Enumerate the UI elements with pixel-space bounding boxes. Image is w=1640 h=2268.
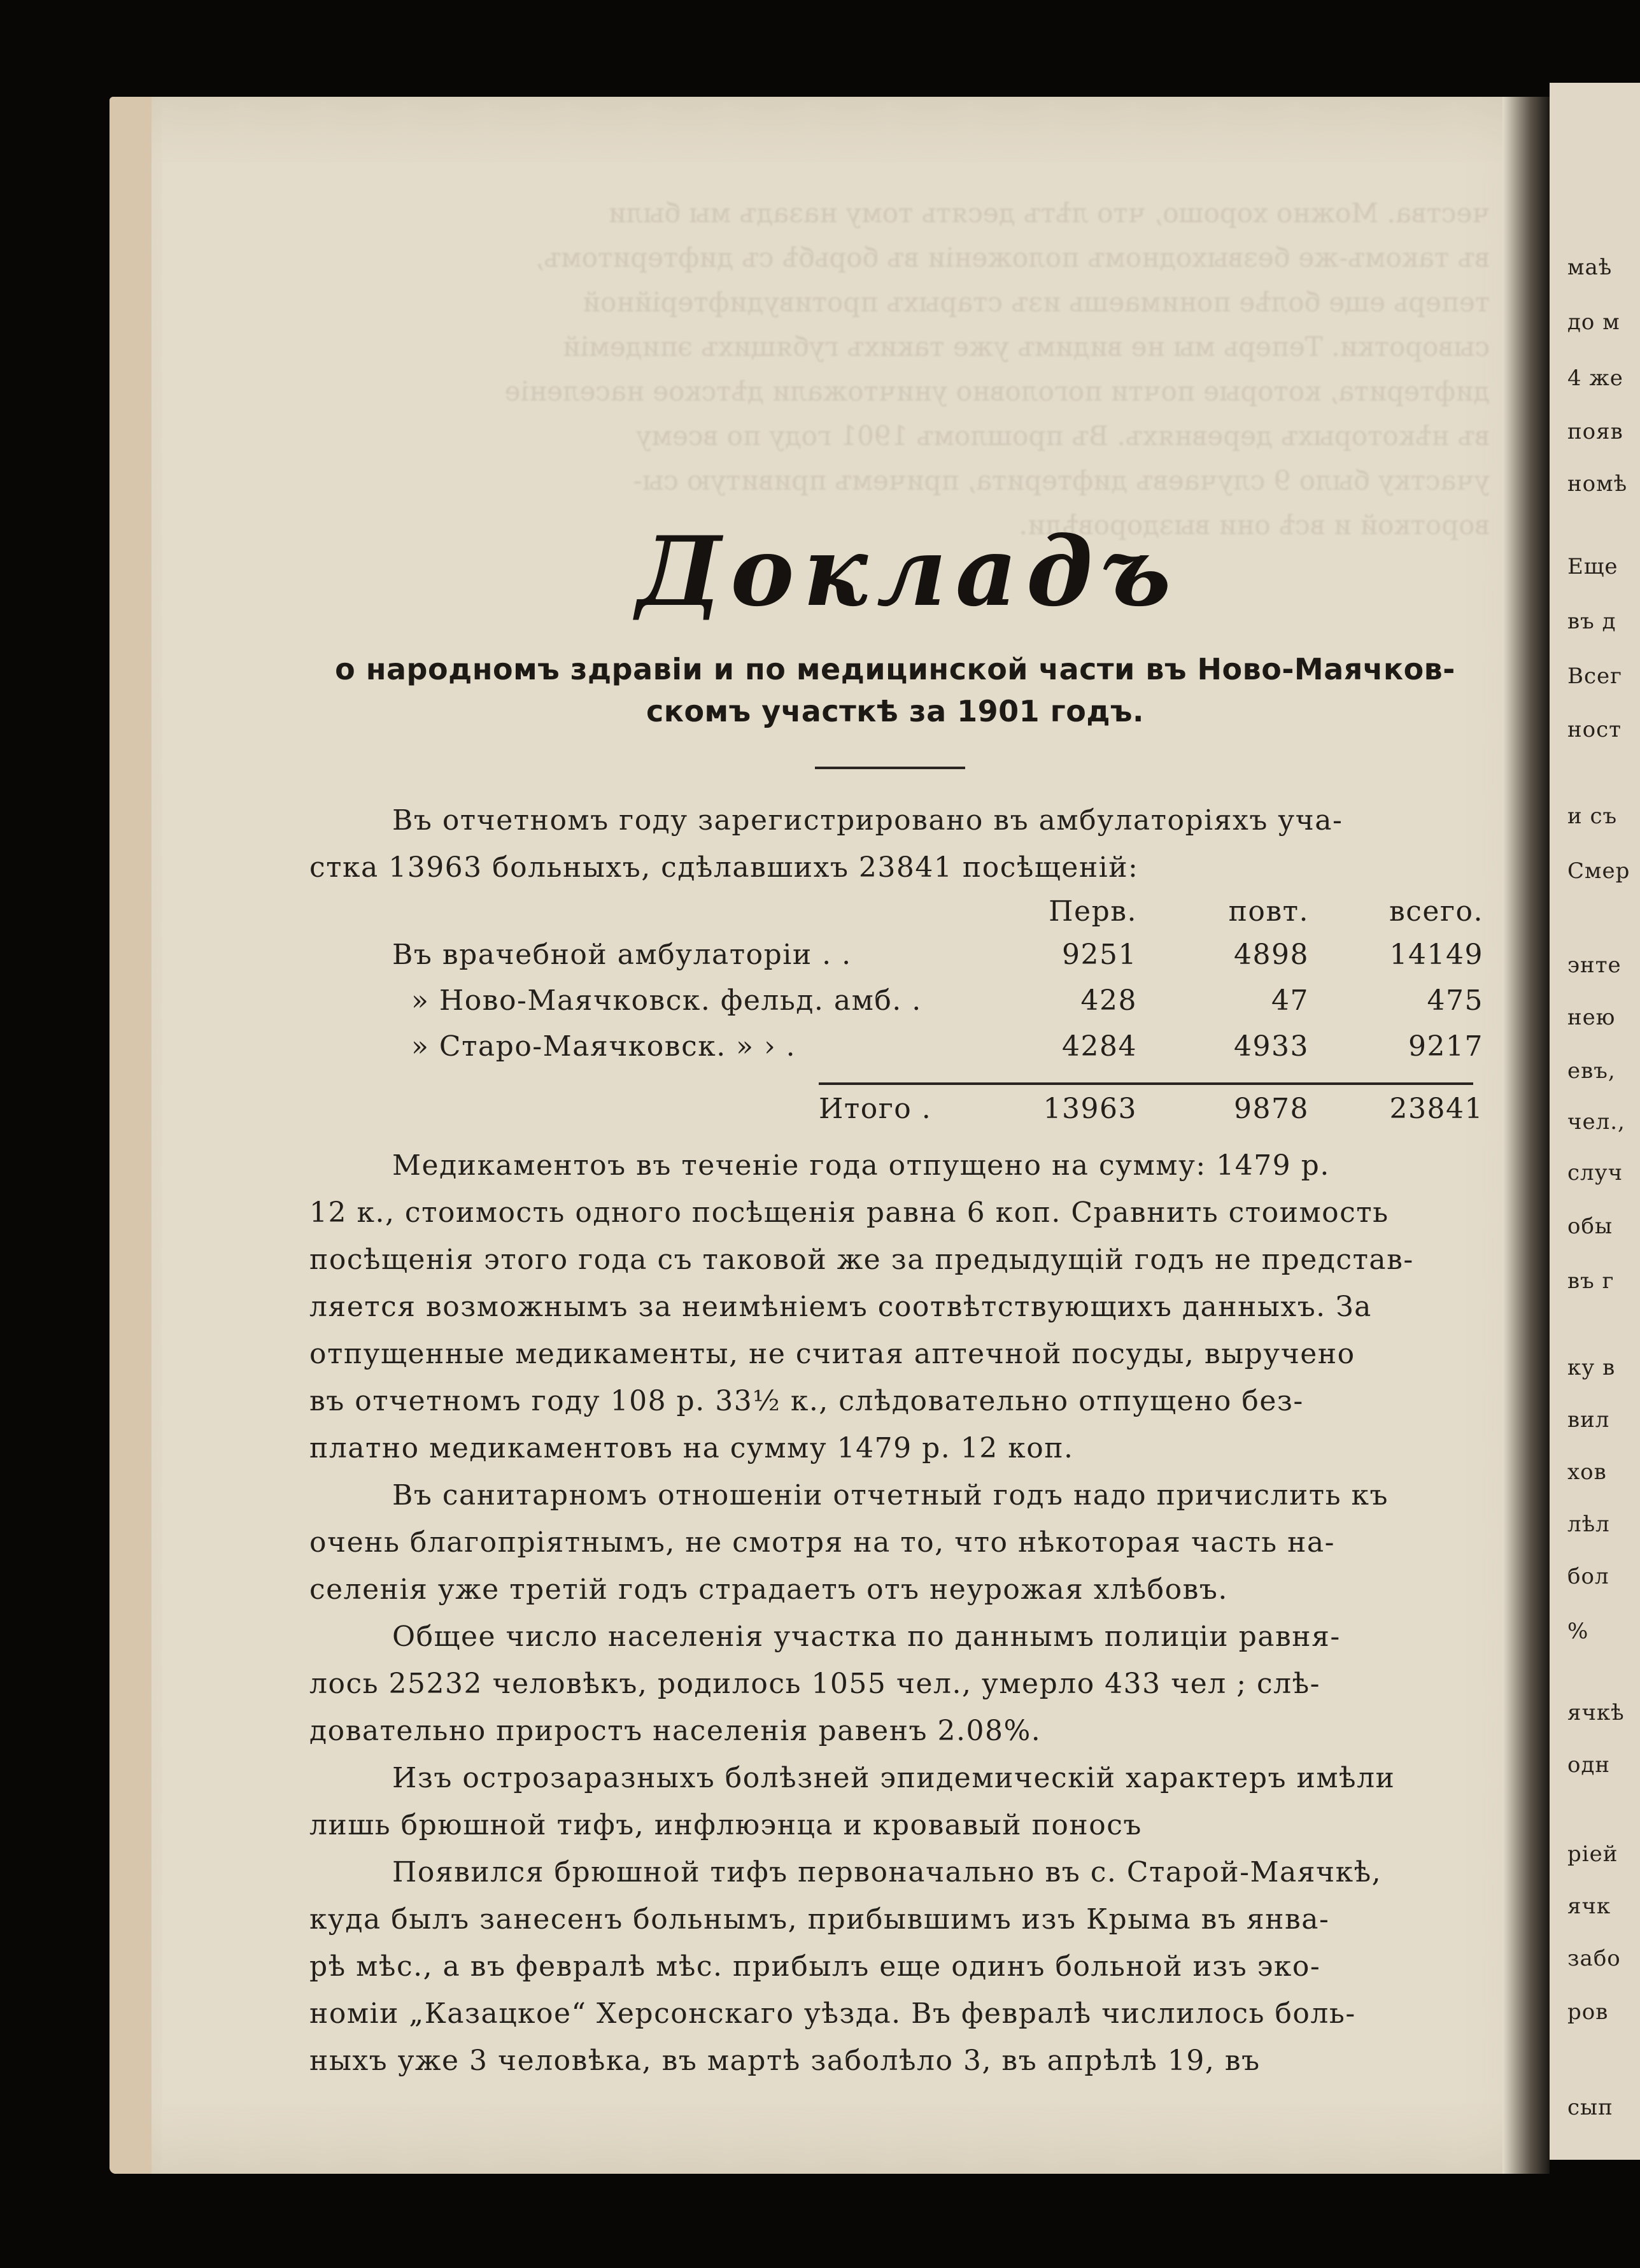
row-label: Въ врачебной амбулаторіи . . — [392, 939, 852, 971]
next-page-line: вил — [1567, 1407, 1610, 1433]
next-page-line: Всег — [1567, 663, 1622, 689]
subtitle-line-1: о народномъ здравіи и по медицинской части въ Ново-Маячков- — [335, 652, 1455, 686]
paragraph-line: довательно приростъ населенія равенъ 2.08%. — [309, 1715, 1042, 1747]
row-repeat: 4933 — [1234, 1030, 1309, 1063]
paragraph-line: Медикаментоъ въ теченіе года отпущено на сумму: 1479 р. — [392, 1149, 1330, 1182]
next-page-line: номѣ — [1567, 471, 1628, 497]
paragraph-line: лось 25232 человѣкъ, родилось 1055 чел., умерло 433 чел ; слѣ- — [309, 1668, 1321, 1700]
paragraph-line: отпущенные медикаменты, не считая аптечной посуды, выручено — [309, 1338, 1355, 1370]
next-page-line: Смер — [1567, 858, 1630, 884]
bleed-through-text — [306, 191, 1490, 548]
next-page-line: евъ, — [1567, 1058, 1616, 1084]
row-total: 9217 — [1408, 1030, 1483, 1063]
next-page-line: ност — [1567, 717, 1622, 742]
paragraph-line: Появился брюшной тифъ первоначально въ с. Старой-Маячкѣ, — [392, 1856, 1382, 1889]
subtitle-line-2: скомъ участкѣ за 1901 годъ. — [646, 694, 1145, 728]
next-page-line: ячкѣ — [1567, 1700, 1625, 1726]
bleed-line: вороткой и всѣ они выздоровѣли. — [1019, 509, 1490, 541]
header-repeat: повт. — [1228, 895, 1309, 928]
total-total: 23841 — [1389, 1093, 1483, 1125]
next-page-line: сып — [1567, 2095, 1613, 2120]
table-row — [309, 984, 1483, 1023]
next-page-line: бол — [1567, 1564, 1609, 1589]
bleed-line: сыворотки. Теперь мы не видимъ уже такихъ губящихъ эпидемій — [562, 331, 1490, 362]
paragraph-line: очень благопріятнымъ, не смотря на то, что нѣкоторая часть на- — [309, 1526, 1336, 1559]
next-page-line: ячк — [1567, 1894, 1611, 1919]
next-page-line: энте — [1567, 953, 1622, 978]
header-first: Перв. — [1049, 895, 1137, 928]
table-sum-rule — [819, 1082, 1473, 1085]
next-page-line: случ — [1567, 1160, 1623, 1186]
row-first: 9251 — [1062, 939, 1137, 971]
paragraph-line: Въ санитарномъ отношеніи отчетный годъ надо причислить къ — [392, 1479, 1389, 1512]
paragraph-line: номіи „Казацкое“ Херсонскаго уѣзда. Въ февралѣ числилось боль- — [309, 1997, 1356, 2030]
table-header-row — [309, 895, 1483, 933]
paragraph-line: Изъ острозаразныхъ болѣзней эпидемическій характеръ имѣли — [392, 1762, 1396, 1794]
paragraph-line: платно медикаментовъ на сумму 1479 р. 12 коп. — [309, 1432, 1074, 1464]
paragraph-line: рѣ мѣс., а въ февралѣ мѣс. прибылъ еще одинъ больной изъ эко- — [309, 1950, 1321, 1983]
next-page-line: обы — [1567, 1214, 1613, 1239]
book-gutter — [1502, 97, 1550, 2174]
row-repeat: 4898 — [1234, 939, 1309, 971]
total-label: Итого . — [819, 1093, 932, 1125]
next-page-line: ріей — [1567, 1841, 1618, 1867]
title-divider — [815, 767, 965, 769]
bleed-line: теперь еще болѣе понимаешь изъ старыхъ противудифтерійной — [582, 287, 1490, 318]
paragraph-line: ныхъ уже 3 человѣка, въ мартѣ заболѣло 3, въ апрѣлѣ 19, въ — [309, 2045, 1261, 2077]
page-edge — [110, 97, 152, 2174]
bleed-line: въ нѣкоторыхъ деревняхъ. Въ прошломъ 1901 году по всему — [635, 420, 1490, 451]
bleed-line: дифтерита, которые почти поголовно уничтожали дѣтское населеніе — [504, 376, 1490, 407]
bleed-line: чества. Можно хорошо, что лѣтъ десять тому назадъ мы были — [608, 197, 1490, 229]
next-page-line: появ — [1567, 419, 1623, 444]
paragraph-line: посѣщенія этого года съ таковой же за предыдущій годъ не представ- — [309, 1244, 1414, 1276]
next-page-line: забо — [1567, 1946, 1621, 1971]
table-total-row — [309, 1093, 1483, 1131]
next-page-line: въ д — [1567, 609, 1616, 634]
total-first: 13963 — [1043, 1093, 1137, 1125]
row-total: 14149 — [1389, 939, 1483, 971]
paragraph-line: 12 к., стоимость одного посѣщенія равна 6 коп. Сравнить стоимость — [309, 1196, 1389, 1229]
next-page-line: % — [1567, 1619, 1589, 1644]
next-page-line: въ г — [1567, 1268, 1615, 1294]
next-page-line: лѣл — [1567, 1512, 1610, 1537]
row-first: 4284 — [1062, 1030, 1137, 1063]
next-page-line: маѣ — [1567, 255, 1613, 280]
next-page-fragment — [1550, 83, 1640, 2160]
next-page-line: до м — [1567, 309, 1620, 335]
bleed-line: участку было 9 случаевъ дифтерита, причемъ привитую сы- — [633, 465, 1490, 496]
next-page-line: чел., — [1567, 1109, 1625, 1135]
row-first: 428 — [1080, 984, 1137, 1017]
table-row — [309, 1030, 1483, 1068]
bleed-line: въ такомъ-же безвыходномъ положеніи въ борьбѣ съ дифтеритомъ, — [535, 242, 1490, 273]
next-page-line: Еще — [1567, 554, 1618, 579]
table-row — [309, 939, 1483, 977]
intro-line: стка 13963 больныхъ, сдѣлавшихъ 23841 посѣщеній: — [309, 851, 1139, 884]
document-title: Докладъ — [637, 516, 1180, 628]
row-total: 475 — [1427, 984, 1483, 1017]
next-page-line: ров — [1567, 1999, 1609, 2025]
next-page-line: ку в — [1567, 1355, 1616, 1380]
paragraph-line: Общее число населенія участка по даннымъ полиціи равня- — [392, 1620, 1341, 1653]
row-label: » Старо-Маячковск. » › . — [411, 1030, 796, 1063]
next-page-line: хов — [1567, 1459, 1607, 1485]
header-total: всего. — [1389, 895, 1483, 928]
intro-line: Въ отчетномъ году зарегистрировано въ амбулаторіяхъ уча- — [392, 804, 1343, 837]
next-page-line: одн — [1567, 1752, 1611, 1778]
row-label: » Ново-Маячковск. фельд. амб. . — [411, 984, 922, 1017]
paragraph-line: ляется возможнымъ за неимѣніемъ соотвѣтствующихъ данныхъ. За — [309, 1291, 1372, 1323]
next-page-line: 4 же — [1567, 365, 1623, 391]
paragraph-line: въ отчетномъ году 108 р. 33½ к., слѣдовательно отпущено без- — [309, 1385, 1304, 1417]
row-repeat: 47 — [1271, 984, 1309, 1017]
next-page-line: нею — [1567, 1005, 1616, 1030]
next-page-line: и съ — [1567, 804, 1618, 829]
paragraph-line: селенія уже третій годъ страдаетъ отъ неурожая хлѣбовъ. — [309, 1573, 1228, 1606]
paragraph-line: лишь брюшной тифъ, инфлюэнца и кровавый поносъ — [309, 1809, 1142, 1841]
paragraph-line: куда былъ занесенъ больнымъ, прибывшимъ изъ Крыма въ янва- — [309, 1903, 1330, 1936]
total-repeat: 9878 — [1234, 1093, 1309, 1125]
